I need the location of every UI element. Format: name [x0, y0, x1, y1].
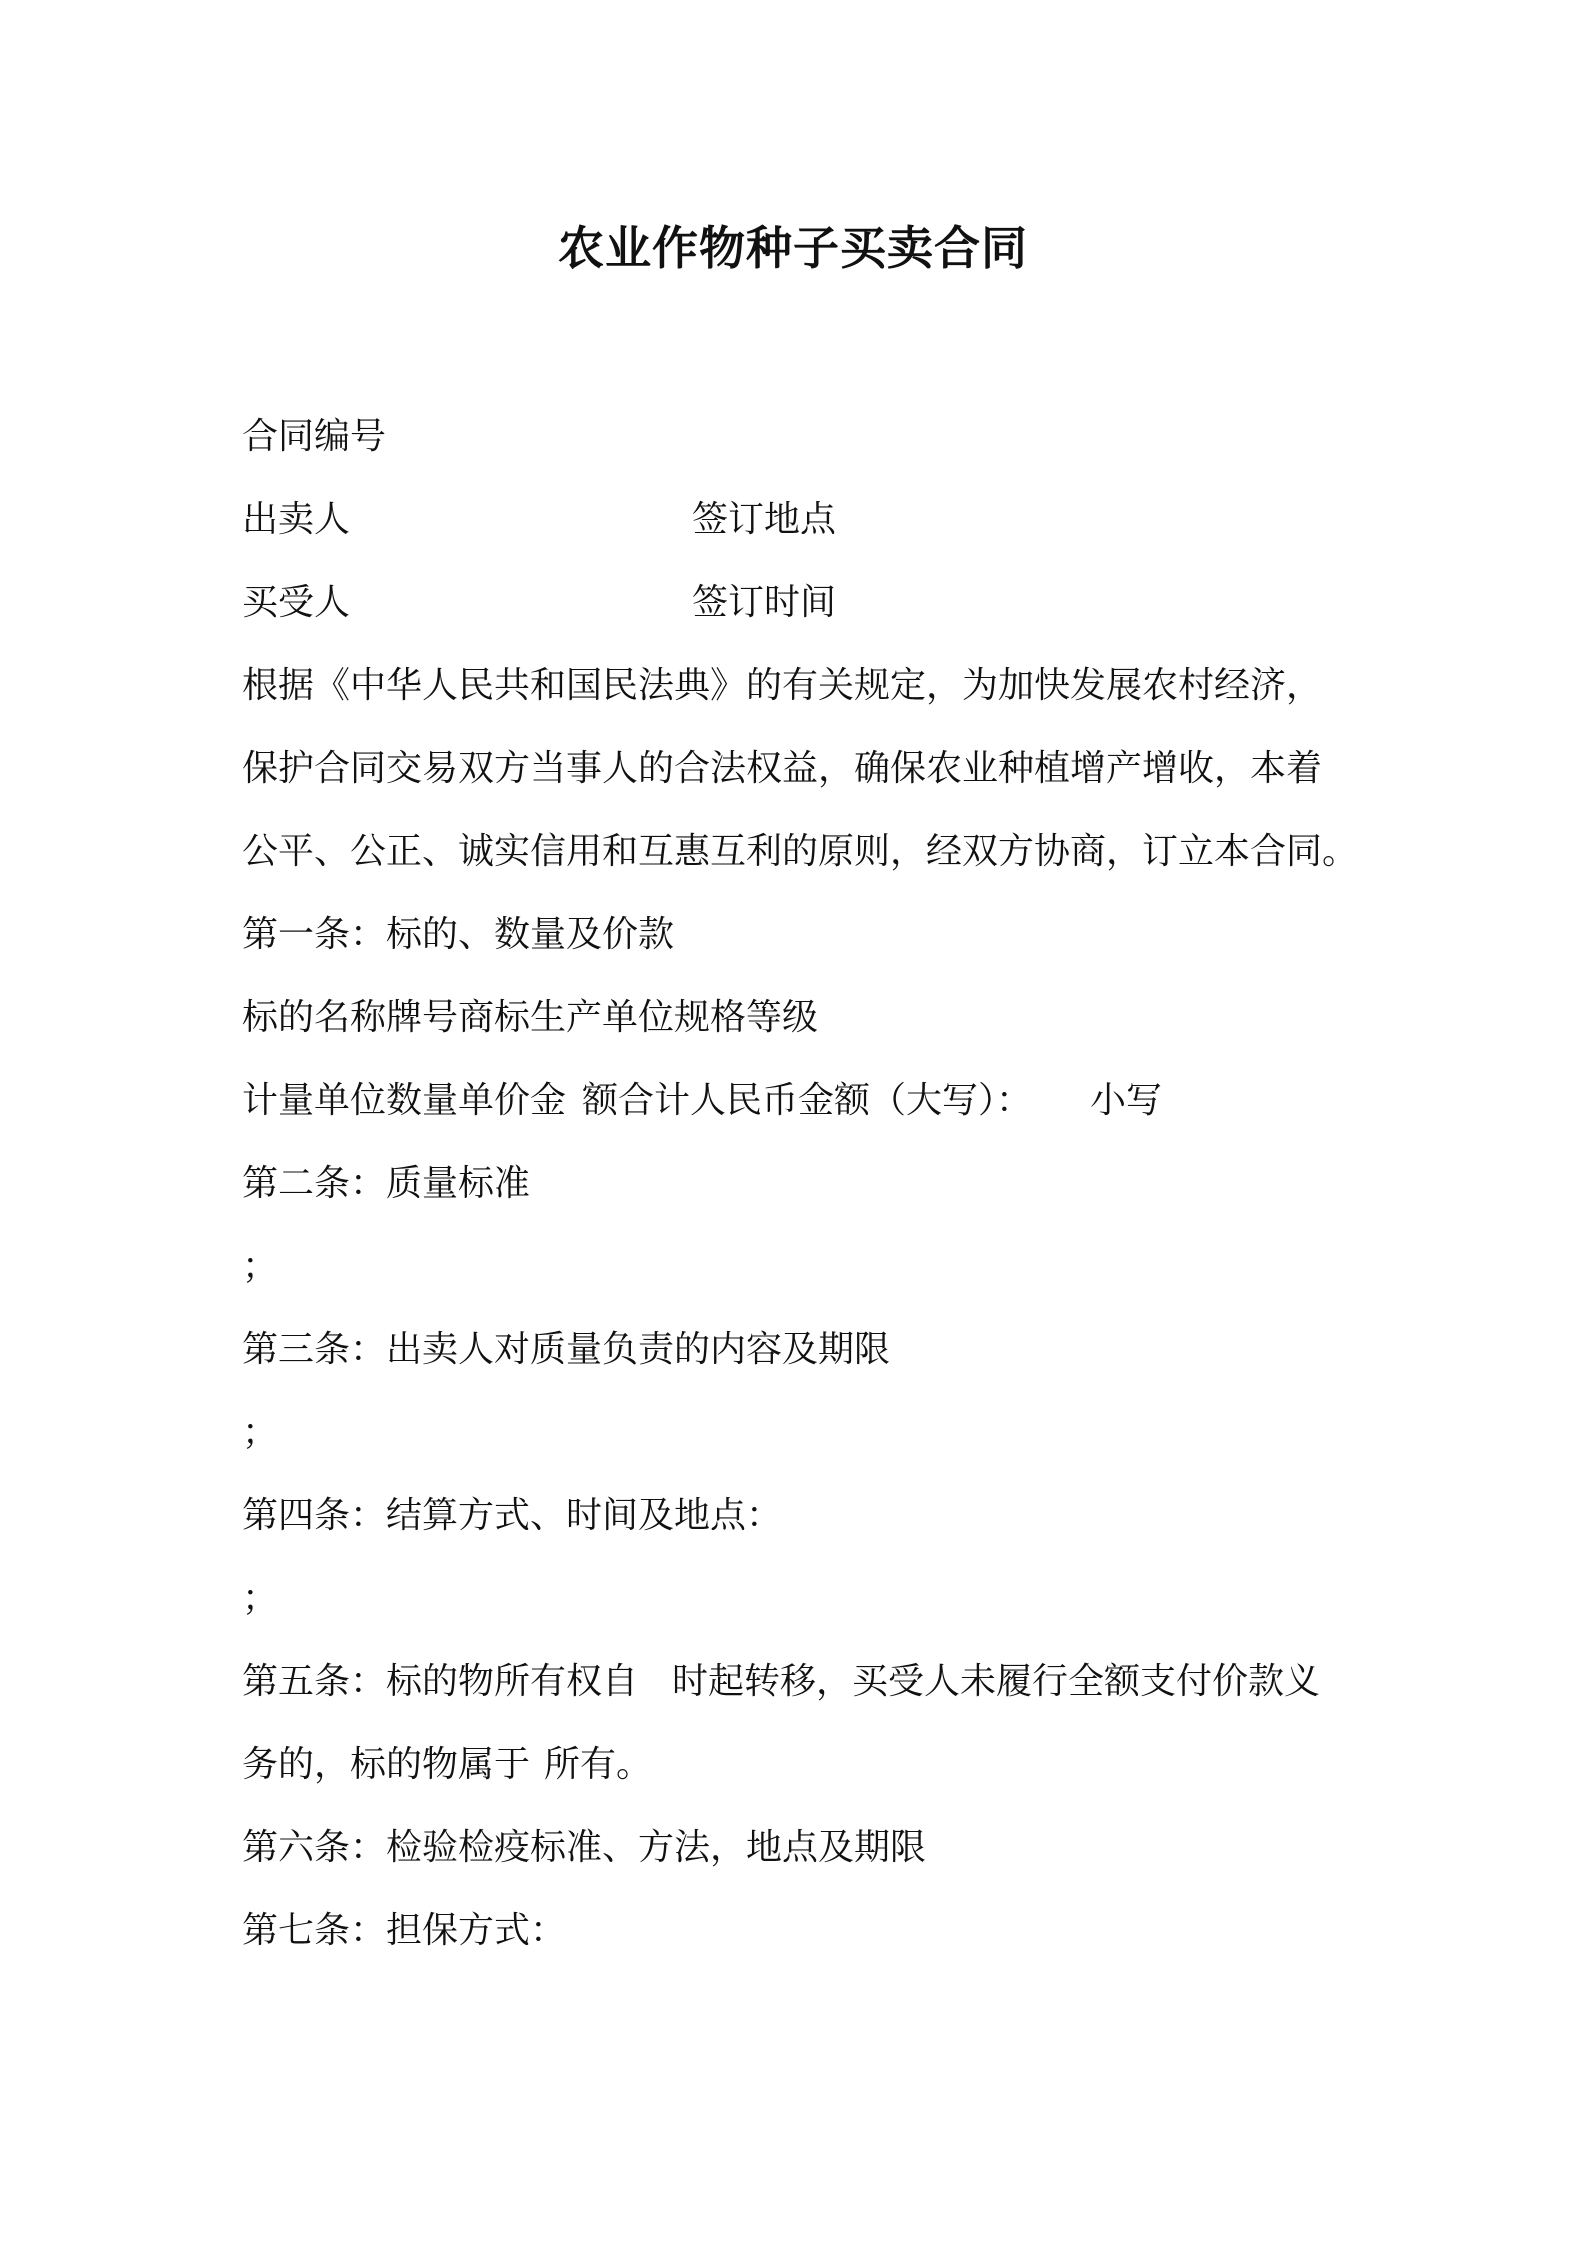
sign-place-label: 签订地点	[692, 499, 837, 540]
article-5-line-2	[242, 1743, 652, 1787]
article-5-line-2-b: 所有。	[544, 1744, 653, 1785]
article-6-heading: 第六条：检验检疫标准、方法，地点及期限	[242, 1827, 927, 1868]
sign-time-label: 签订时间	[692, 582, 837, 623]
article-5-line-1	[242, 1660, 1320, 1704]
article-1-columns-line-1: 标的名称牌号商标生产单位规格等级	[242, 997, 819, 1038]
article-4-filler: ；	[242, 1578, 279, 1619]
article-1-columns-line-2-a: 计量单位数量单价金	[242, 1080, 567, 1121]
article-5-line-2-a: 务的，标的物属于	[242, 1744, 531, 1785]
preamble-line-3: 公平、公正、诚实信用和互惠互利的原则，经双方协商，订立本合同。	[242, 831, 1359, 872]
seller-label: 出卖人	[242, 499, 351, 540]
article-3-filler: ；	[242, 1412, 279, 1453]
article-5-line-1-a: 第五条：标的物所有权自	[242, 1661, 639, 1702]
article-1-heading: 第一条：标的、数量及价款	[242, 914, 675, 955]
article-1-columns-line-2-b: 额合计人民币金额（大写）：	[582, 1080, 1033, 1121]
article-7-heading: 第七条：担保方式：	[242, 1910, 567, 1951]
preamble-line-1: 根据《中华人民共和国民法典》的有关规定，为加快发展农村经济，	[242, 665, 1323, 706]
preamble-line-2: 保护合同交易双方当事人的合法权益，确保农业种植增产增收，本着	[242, 748, 1323, 789]
article-1-columns-line-2-c: 小写	[1090, 1080, 1163, 1121]
article-2-filler: ；	[242, 1246, 279, 1287]
article-2-heading: 第二条：质量标准	[242, 1163, 531, 1204]
article-5-line-1-b: 时起转移，买受人未履行全额支付价款义	[672, 1661, 1321, 1702]
article-1-columns-line-2	[242, 1079, 1162, 1123]
buyer-label: 买受人	[242, 582, 351, 623]
article-3-heading: 第三条：出卖人对质量负责的内容及期限	[242, 1329, 891, 1370]
article-4-heading: 第四条：结算方式、时间及地点：	[242, 1495, 783, 1536]
document-title: 农业作物种子买卖合同	[558, 221, 1028, 275]
contract-number-label: 合同编号	[242, 416, 387, 457]
